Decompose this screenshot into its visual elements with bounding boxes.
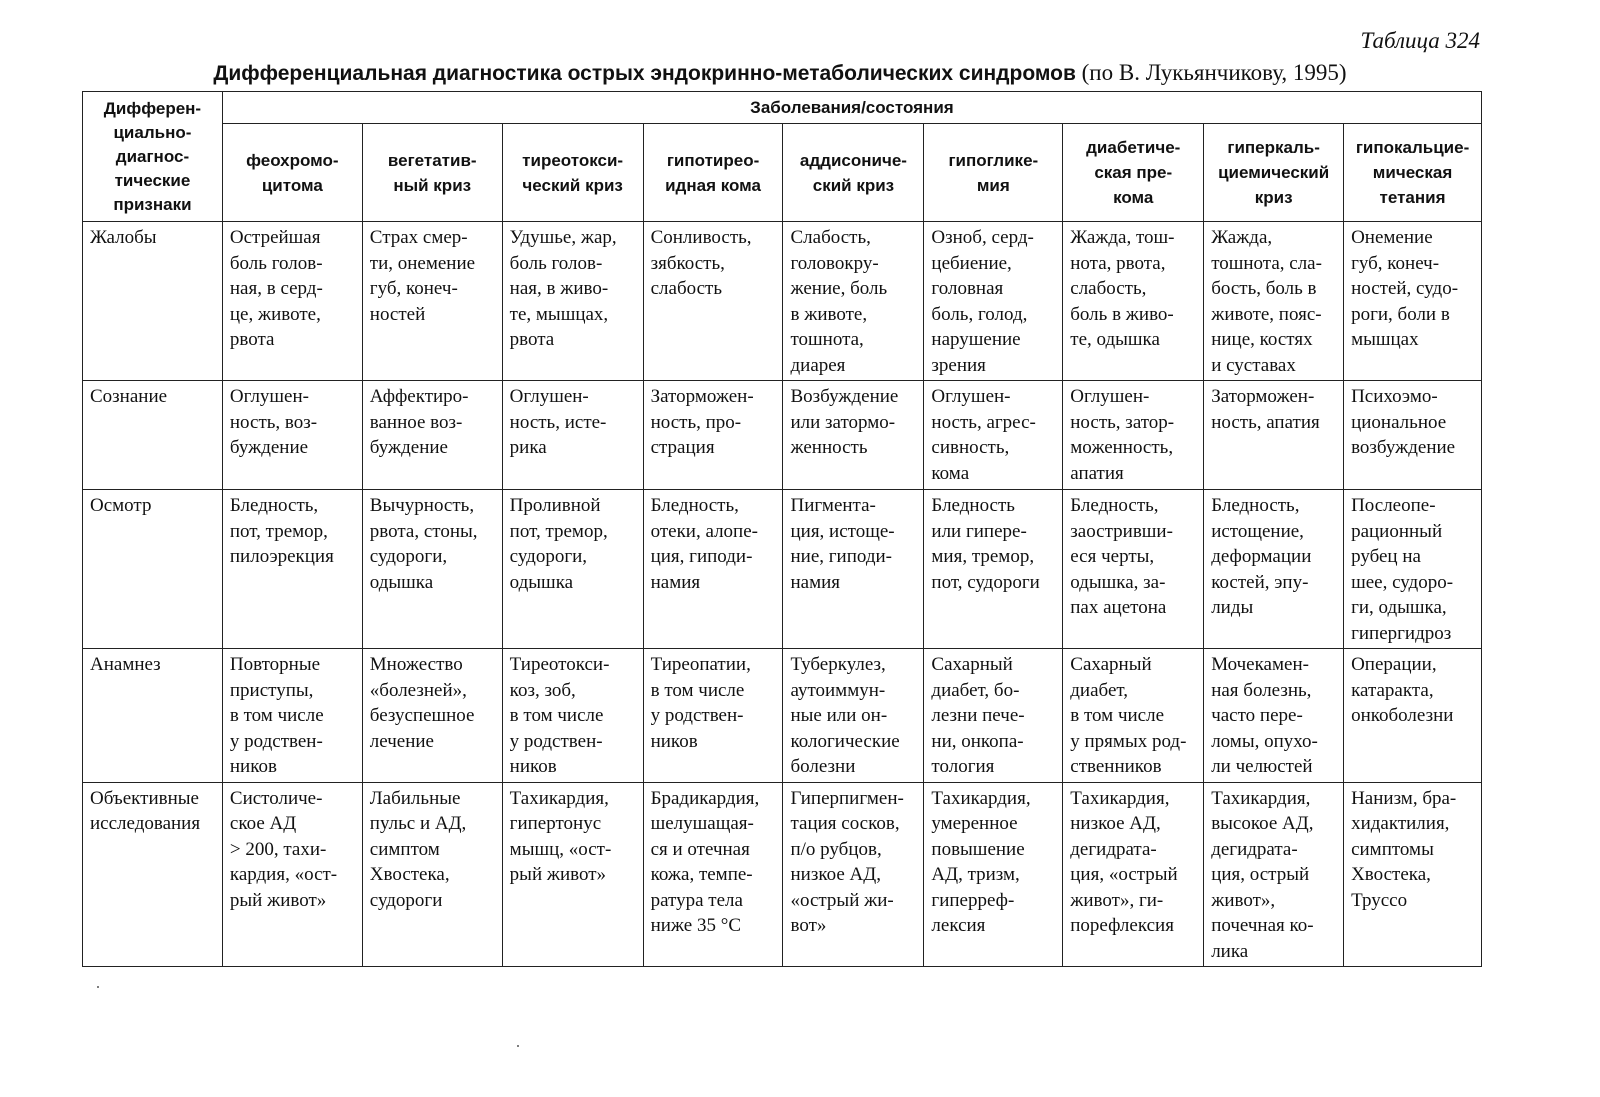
caption-source: (по В. Лукьянчикову, 1995) xyxy=(1081,60,1347,85)
table-cell: Мочекамен- ная болезнь, часто пере- ломы, опухо- ли челюстей xyxy=(1204,649,1344,783)
table-cell: Бледность, пот, тремор, пилоэрекция xyxy=(222,490,362,649)
table-cell: Туберкулез, аутоиммун- ные или он- кологические болезни xyxy=(783,649,924,783)
scan-speck xyxy=(97,986,99,988)
table-cell: Систоличе- ское АД > 200, тахи- кардия, «ост- рый живот» xyxy=(222,782,362,967)
table-cell: Возбуждение или затормо- женность xyxy=(783,381,924,490)
table-row xyxy=(83,490,1482,649)
table-cell: Онемение губ, конеч- ностей, судо- роги, боли в мышцах xyxy=(1344,222,1482,381)
table-row xyxy=(83,381,1482,490)
table-cell: Оглушен- ность, исте- рика xyxy=(502,381,643,490)
group-header: Заболевания/состояния xyxy=(222,92,1481,124)
table-row xyxy=(83,222,1482,381)
column-header: гипокальцие- мическая тетания xyxy=(1344,124,1482,222)
column-header: гиперкаль- циемический криз xyxy=(1204,124,1344,222)
table-cell: Пигмента- ция, истоще- ние, гиподи- намия xyxy=(783,490,924,649)
table-cell: Тиреопатии, в том числе у родствен- ников xyxy=(643,649,783,783)
table-cell: Вычурность, рвота, стоны, судороги, одышка xyxy=(362,490,502,649)
table-cell: Гиперпигмен- тация сосков, п/о рубцов, низкое АД, «острый жи- вот» xyxy=(783,782,924,967)
column-header: аддисониче- ский криз xyxy=(783,124,924,222)
table-row xyxy=(83,649,1482,783)
table-cell: Бледность, отеки, алопе- ция, гиподи- намия xyxy=(643,490,783,649)
table-cell: Сахарный диабет, в том числе у прямых род- ственников xyxy=(1063,649,1204,783)
column-header: диабетиче- ская пре- кома xyxy=(1063,124,1204,222)
table-cell: Бледность или гипере- мия, тремор, пот, судороги xyxy=(924,490,1063,649)
table-cell: Оглушен- ность, агрес- сивность, кома xyxy=(924,381,1063,490)
table-cell: Жажда, тош- нота, рвота, слабость, боль в живо- те, одышка xyxy=(1063,222,1204,381)
table-cell: Озноб, серд- цебиение, головная боль, голод, нарушение зрения xyxy=(924,222,1063,381)
table-caption xyxy=(80,60,1480,86)
table-cell: Брадикардия, шелушащая- ся и отечная кожа, темпе- ратура тела ниже 35 °С xyxy=(643,782,783,967)
row-label: Осмотр xyxy=(83,490,223,649)
table-cell: Психоэмо- циональное возбуждение xyxy=(1344,381,1482,490)
table-cell: Бледность, истощение, деформации костей, эпу- лиды xyxy=(1204,490,1344,649)
table-cell: Жажда, тошнота, сла- бость, боль в животе, пояс- нице, костях и суставах xyxy=(1204,222,1344,381)
table-row xyxy=(83,782,1482,967)
table-cell: Бледность, заостривши- еся черты, одышка, за- пах ацетона xyxy=(1063,490,1204,649)
table-cell: Заторможен- ность, про- страция xyxy=(643,381,783,490)
table-number: Таблица 324 xyxy=(1360,28,1480,53)
table-cell: Тахикардия, низкое АД, дегидрата- ция, «острый живот», ги- порефлексия xyxy=(1063,782,1204,967)
row-label: Объективные исследования xyxy=(83,782,223,967)
table-cell: Проливной пот, тремор, судороги, одышка xyxy=(502,490,643,649)
column-header: гипотирео- идная кома xyxy=(643,124,783,222)
column-header: феохромо- цитома xyxy=(222,124,362,222)
table-cell: Аффектиро- ванное воз- буждение xyxy=(362,381,502,490)
table-cell: Острейшая боль голов- ная, в серд- це, животе, рвота xyxy=(222,222,362,381)
column-header: вегетатив- ный криз xyxy=(362,124,502,222)
table-cell: Страх смер- ти, онемение губ, конеч- ностей xyxy=(362,222,502,381)
table-cell: Тахикардия, высокое АД, дегидрата- ция, острый живот», почечная ко- лика xyxy=(1204,782,1344,967)
table-cell: Лабильные пульс и АД, симптом Хвостека, судороги xyxy=(362,782,502,967)
table-cell: Сахарный диабет, бо- лезни пече- ни, онкопа- тология xyxy=(924,649,1063,783)
table-cell: Нанизм, бра- хидактилия, симптомы Хвостека, Труссо xyxy=(1344,782,1482,967)
table-cell: Множество «болезней», безуспешное лечение xyxy=(362,649,502,783)
table-cell: Тахикардия, гипертонус мышц, «ост- рый живот» xyxy=(502,782,643,967)
table-cell: Повторные приступы, в том числе у родствен- ников xyxy=(222,649,362,783)
table-cell: Операции, катаракта, онкоболезни xyxy=(1344,649,1482,783)
diagnosis-table xyxy=(82,91,1482,967)
table-cell: Заторможен- ность, апатия xyxy=(1204,381,1344,490)
table-cell: Тахикардия, умеренное повышение АД, тризм, гиперреф- лексия xyxy=(924,782,1063,967)
table-cell: Сонливость, зябкость, слабость xyxy=(643,222,783,381)
row-label: Анамнез xyxy=(83,649,223,783)
table-cell: Слабость, головокру- жение, боль в животе, тошнота, диарея xyxy=(783,222,924,381)
row-label: Жалобы xyxy=(83,222,223,381)
table-cell: Оглушен- ность, воз- буждение xyxy=(222,381,362,490)
table-cell: Удушье, жар, боль голов- ная, в живо- те, мышцах, рвота xyxy=(502,222,643,381)
row-label: Сознание xyxy=(83,381,223,490)
caption-title: Дифференциальная диагностика острых эндокринно-метаболических синдромов xyxy=(213,62,1076,85)
table-cell: Оглушен- ность, затор- моженность, апатия xyxy=(1063,381,1204,490)
corner-header: Дифферен- циально- диагнос- тические признаки xyxy=(83,92,223,222)
column-header: тиреотокси- ческий криз xyxy=(502,124,643,222)
table-cell: Послеопе- рационный рубец на шее, судоро- ги, одышка, гипергидроз xyxy=(1344,490,1482,649)
scan-speck xyxy=(517,1045,519,1047)
column-header: гипоглике- мия xyxy=(924,124,1063,222)
table-cell: Тиреотокси- коз, зоб, в том числе у родствен- ников xyxy=(502,649,643,783)
